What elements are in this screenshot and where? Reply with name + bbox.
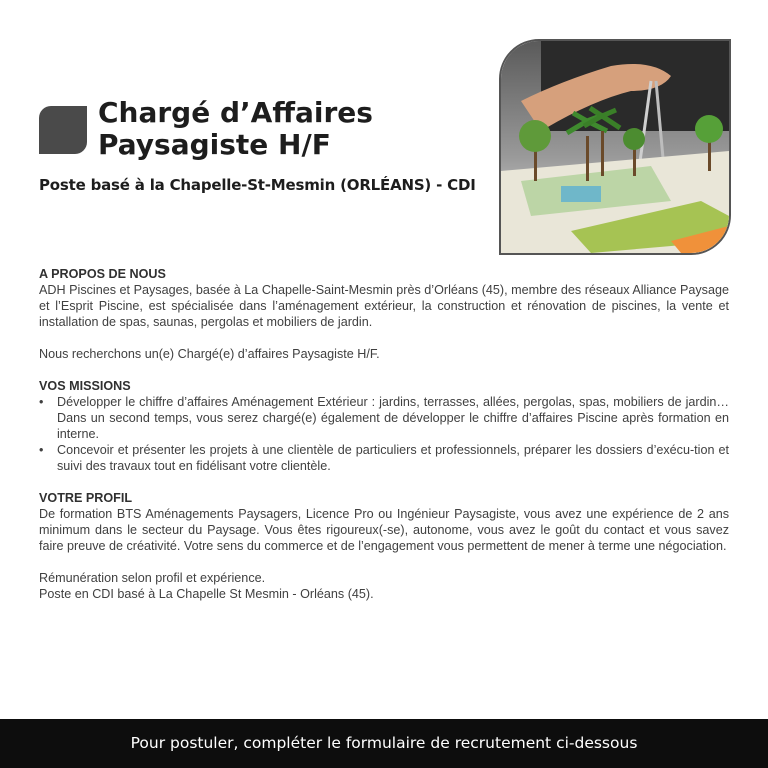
profile-heading: VOTRE PROFIL xyxy=(39,491,133,505)
missions-list xyxy=(39,394,729,474)
contract-text: Poste en CDI basé à La Chapelle St Mesmin - Orléans (45). xyxy=(39,587,374,601)
job-location-subtitle: Poste basé à la Chapelle-St-Mesmin (ORLÉANS) - CDI xyxy=(39,176,476,194)
search-text: Nous recherchons un(e) Chargé(e) d’affaires Paysagiste H/F. xyxy=(39,347,380,361)
landscape-model-photo xyxy=(499,39,731,255)
title-line-2: Paysagiste H/F xyxy=(98,128,331,161)
title-line-1: Chargé d’Affaires xyxy=(98,96,373,129)
page-title xyxy=(98,97,373,161)
title-badge-square xyxy=(39,106,87,154)
profile-text: De formation BTS Aménagements Paysagers, Licence Pro ou Ingénieur Paysagiste, vous avez une expérience de 2 ans minimum dans le secteur du Paysage. Vous êtes rigoureux(-se), autonome, vous avez le goût du contact et vous savez faire preuve de créativité. Votre sens du commerce et de l’engagement vous permettent de mener à terme une négociation. xyxy=(39,507,729,553)
mission-item: • Concevoir et présenter les projets à une clientèle de particuliers et professionnels, préparer les dossiers d’exécu-tion et suivi des travaux tout en fidélisant votre clientèle. xyxy=(39,442,729,474)
job-description xyxy=(39,266,729,602)
mission-item: • Développer le chiffre d’affaires Aménagement Extérieur : jardins, terrasses, allées, pergolas, spas, mobiliers de jardin… Dans un second temps, vous serez chargé(e) également de développer le chiffre d’affaires Piscine après formation en interne. xyxy=(39,394,729,442)
missions-heading: VOS MISSIONS xyxy=(39,379,131,393)
about-heading: A PROPOS DE NOUS xyxy=(39,267,166,281)
about-text: ADH Piscines et Paysages, basée à La Chapelle-Saint-Mesmin près d’Orléans (45), membre des réseaux Alliance Paysage et l’Esprit Piscine, est spécialisée dans l’aménagement extérieur, la construction et rénovation de piscines, la vente et installation de spas, saunas, pergolas et mobiliers de jardin. xyxy=(39,283,729,329)
photo-illustration xyxy=(501,41,729,253)
apply-footer-banner: Pour postuler, compléter le formulaire de recrutement ci-dessous xyxy=(0,719,768,768)
salary-text: Rémunération selon profil et expérience. xyxy=(39,571,266,585)
